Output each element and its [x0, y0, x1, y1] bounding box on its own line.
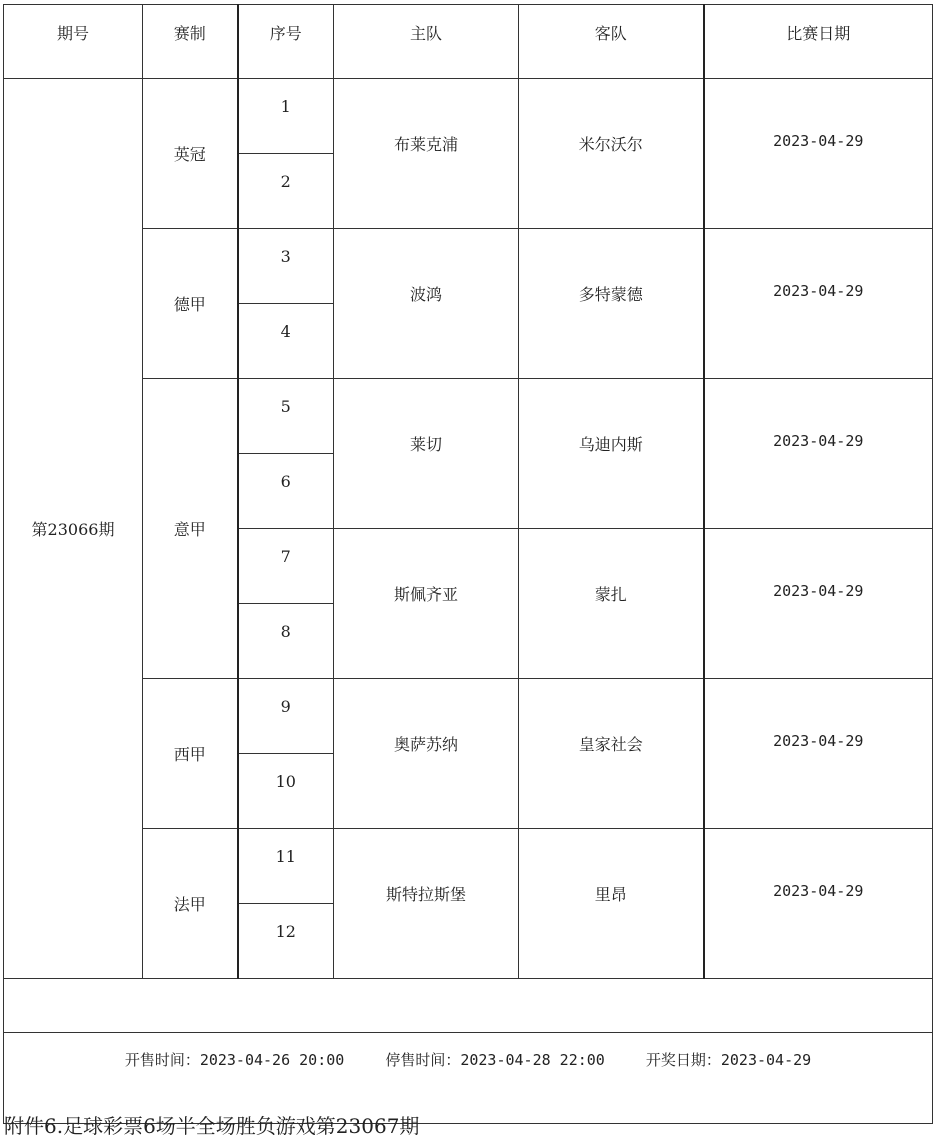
seq-cell: 12: [238, 904, 334, 979]
match-date-cell: 2023-04-29: [704, 529, 933, 679]
home-team-cell: 莱切: [334, 379, 519, 529]
league-cell: 德甲: [143, 229, 238, 379]
league-cell: 英冠: [143, 79, 238, 229]
away-team-cell: 里昂: [519, 829, 704, 979]
home-team-cell: 布莱克浦: [334, 79, 519, 229]
header-row: [4, 5, 933, 79]
blank-cell: [4, 979, 933, 1033]
league-cell: 法甲: [143, 829, 238, 979]
header-home: 主队: [334, 5, 519, 79]
table-row: [4, 379, 933, 454]
home-team-cell: 斯佩齐亚: [334, 529, 519, 679]
header-league: 赛制: [143, 5, 238, 79]
table-row: [4, 79, 933, 154]
header-seq: 序号: [238, 5, 334, 79]
draw-date: 开奖日期：2023-04-29: [645, 1051, 812, 1069]
sale-end-time: 停售时间：2023-04-28 22:00: [385, 1051, 605, 1069]
table-row: [4, 829, 933, 904]
home-team-cell: 波鸿: [334, 229, 519, 379]
seq-cell: 3: [238, 229, 334, 304]
table-row: [4, 679, 933, 754]
header-date: 比赛日期: [704, 5, 933, 79]
blank-row: [4, 979, 933, 1033]
league-cell: 意甲: [143, 379, 238, 679]
table-row: [4, 229, 933, 304]
seq-cell: 1: [238, 79, 334, 154]
seq-cell: 4: [238, 304, 334, 379]
seq-cell: 11: [238, 829, 334, 904]
home-team-cell: 奥萨苏纳: [334, 679, 519, 829]
match-date-cell: 2023-04-29: [704, 679, 933, 829]
seq-cell: 8: [238, 604, 334, 679]
header-away: 客队: [519, 5, 704, 79]
issue-number-cell: 第23066期: [4, 79, 143, 979]
match-date-cell: 2023-04-29: [704, 379, 933, 529]
seq-cell: 9: [238, 679, 334, 754]
match-date-cell: 2023-04-29: [704, 829, 933, 979]
attachment-caption: 附件6.足球彩票6场半全场胜负游戏第23067期: [4, 1114, 420, 1138]
seq-cell: 7: [238, 529, 334, 604]
away-team-cell: 米尔沃尔: [519, 79, 704, 229]
seq-cell: 6: [238, 454, 334, 529]
seq-cell: 2: [238, 154, 334, 229]
match-date-cell: 2023-04-29: [704, 79, 933, 229]
away-team-cell: 乌迪内斯: [519, 379, 704, 529]
seq-cell: 10: [238, 754, 334, 829]
league-cell: 西甲: [143, 679, 238, 829]
lottery-schedule-table: [3, 4, 933, 1124]
away-team-cell: 蒙扎: [519, 529, 704, 679]
header-issue: 期号: [4, 5, 143, 79]
match-date-cell: 2023-04-29: [704, 229, 933, 379]
away-team-cell: 多特蒙德: [519, 229, 704, 379]
home-team-cell: 斯特拉斯堡: [334, 829, 519, 979]
seq-cell: 5: [238, 379, 334, 454]
sale-start-time: 开售时间：2023-04-26 20:00: [124, 1051, 345, 1069]
away-team-cell: 皇家社会: [519, 679, 704, 829]
